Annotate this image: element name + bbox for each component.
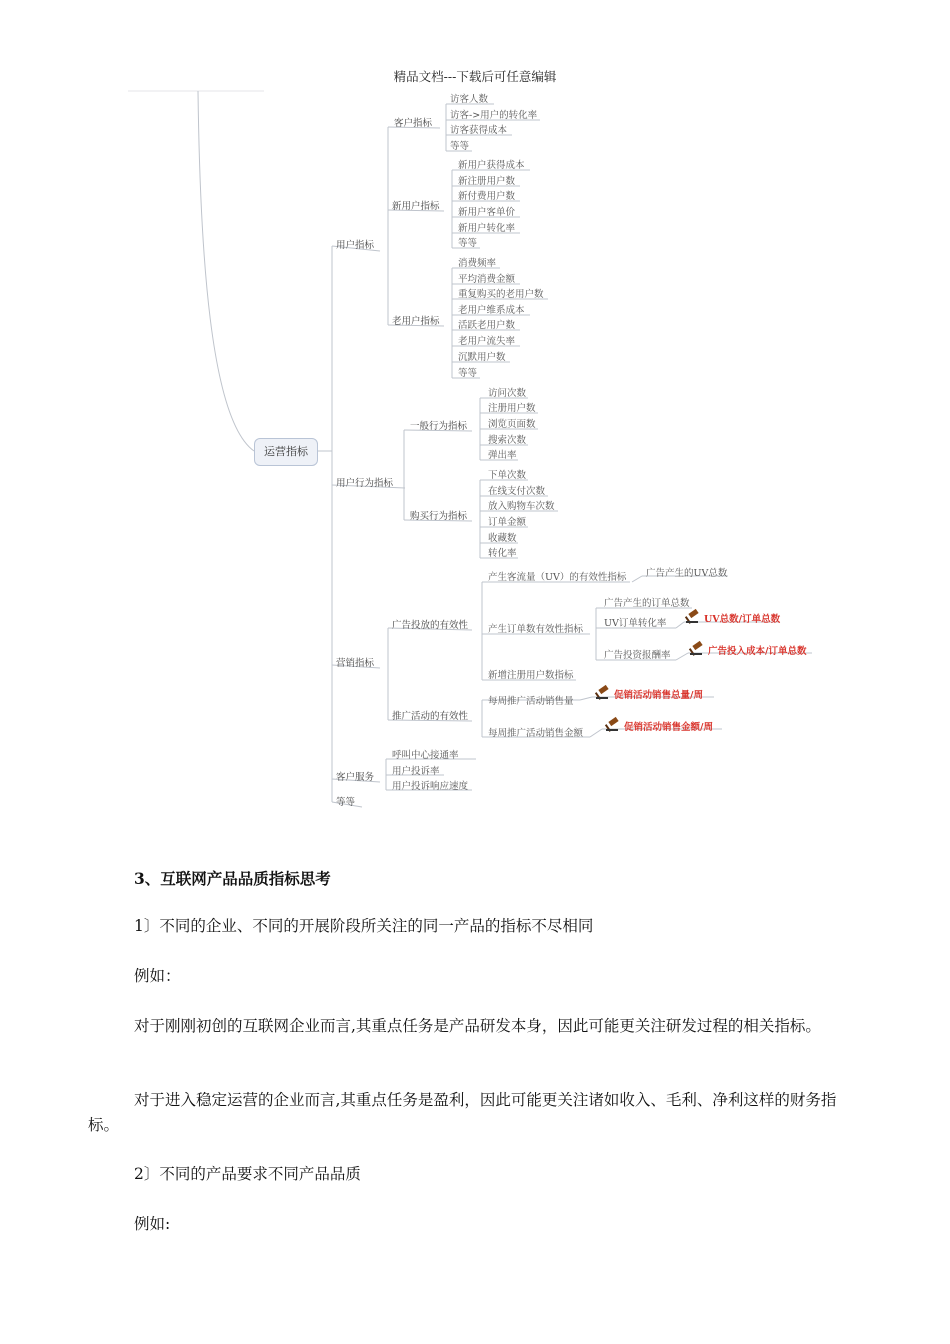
leaf-item: 等等	[450, 141, 470, 152]
paragraph: 例如：	[134, 967, 181, 985]
node-customer-metrics: 客户指标	[394, 118, 433, 129]
node-user-metrics: 用户指标	[336, 240, 375, 251]
paragraph: 1〕不同的企业、不同的开展阶段所关注的同一产品的指标不尽相同	[134, 917, 594, 935]
leaf-item: 浏览页面数	[488, 419, 536, 430]
leaf-item: 访客获得成本	[450, 125, 508, 136]
section-heading: 3、互联网产品品质指标思考	[134, 869, 331, 888]
node-weekly-quantity: 每周推广活动销售量	[488, 696, 574, 707]
formula-uv-conversion: UV总数/订单总数	[704, 614, 781, 625]
node-customer-service: 客户服务	[336, 772, 375, 783]
formula-ad-roi: 广告投入成本/订单总数	[708, 646, 807, 657]
leaf-item: 注册用户数	[488, 403, 536, 414]
leaf-item: 新用户转化率	[458, 223, 516, 234]
leaf-item: 新付费用户数	[458, 191, 516, 202]
gavel-icon	[596, 687, 610, 699]
leaf-ad-roi: 广告投资报酬率	[604, 650, 671, 661]
leaf-item: 收藏数	[488, 533, 517, 544]
leaf-uv-total: 广告产生的UV总数	[646, 568, 728, 579]
node-general-behavior: 一般行为指标	[410, 421, 468, 432]
page-header: 精品文档---下载后可任意编辑	[393, 69, 557, 84]
leaf-item: 放入购物车次数	[488, 501, 555, 512]
formula-weekly-quantity: 促销活动销售总量/周	[614, 690, 703, 701]
node-uv-effect: 产生客流量（UV）的有效性指标	[488, 572, 627, 583]
node-weekly-amount: 每周推广活动销售金额	[488, 728, 584, 739]
leaf-item: 在线支付次数	[488, 486, 546, 497]
leaf-item: 新用户客单价	[458, 207, 516, 218]
leaf-item: 新用户获得成本	[458, 160, 525, 171]
node-promo-effectiveness: 推广活动的有效性	[392, 711, 469, 722]
leaf-item: 访客->用户的转化率	[450, 110, 538, 121]
leaf-item: 消费频率	[458, 258, 497, 269]
paragraph: 2〕不同的产品要求不同产品品质	[134, 1165, 361, 1183]
leaf-item: 新注册用户数	[458, 176, 516, 187]
node-user-behavior: 用户行为指标	[336, 478, 394, 489]
node-marketing: 营销指标	[336, 658, 375, 669]
node-ad-effectiveness: 广告投放的有效性	[392, 620, 469, 631]
formula-weekly-amount: 促销活动销售金额/周	[624, 722, 713, 733]
leaf-item: 平均消费金额	[458, 274, 516, 285]
paragraph: 例如:	[134, 1215, 171, 1233]
leaf-item: 重复购买的老用户数	[458, 289, 544, 300]
leaf-item: 弹出率	[488, 450, 517, 461]
leaf-item: 呼叫中心接通率	[392, 750, 459, 761]
node-new-user-metrics: 新用户指标	[392, 201, 440, 212]
leaf-order-total: 广告产生的订单总数	[604, 598, 690, 609]
node-etc: 等等	[336, 797, 356, 808]
leaf-item: 沉默用户数	[458, 352, 506, 363]
leaf-item: 访问次数	[488, 388, 527, 399]
node-order-effect: 产生订单数有效性指标	[488, 624, 584, 635]
leaf-item: 老用户维系成本	[458, 305, 525, 316]
paragraph: 对于进入稳定运营的企业而言,其重点任务是盈利，因此可能更关注诸如收入、毛利、净利这样的财务指标。	[88, 1091, 837, 1134]
leaf-item: 等等	[458, 238, 478, 249]
leaf-uv-conversion: UV订单转化率	[604, 618, 667, 629]
gavel-icon	[690, 643, 704, 655]
leaf-item: 搜索次数	[488, 435, 527, 446]
leaf-item: 等等	[458, 368, 478, 379]
gavel-icon	[686, 611, 700, 623]
node-old-user-metrics: 老用户指标	[392, 316, 440, 327]
paragraph: 对于刚刚初创的互联网企业而言,其重点任务是产品研发本身，因此可能更关注研发过程的相关指标。	[134, 1017, 821, 1035]
leaf-item: 访客人数	[450, 94, 489, 105]
leaf-item: 活跃老用户数	[458, 320, 516, 331]
leaf-item: 用户投诉响应速度	[392, 781, 469, 792]
leaf-item: 下单次数	[488, 470, 527, 481]
leaf-item: 订单金额	[488, 517, 527, 528]
leaf-item: 转化率	[488, 548, 517, 559]
leaf-item: 老用户流失率	[458, 336, 516, 347]
gavel-icon	[606, 719, 620, 731]
mindmap-root: 运营指标	[254, 438, 318, 466]
leaf-new-registration: 新增注册用户数指标	[488, 670, 574, 681]
leaf-item: 用户投诉率	[392, 766, 440, 777]
node-purchase-behavior: 购买行为指标	[410, 511, 468, 522]
